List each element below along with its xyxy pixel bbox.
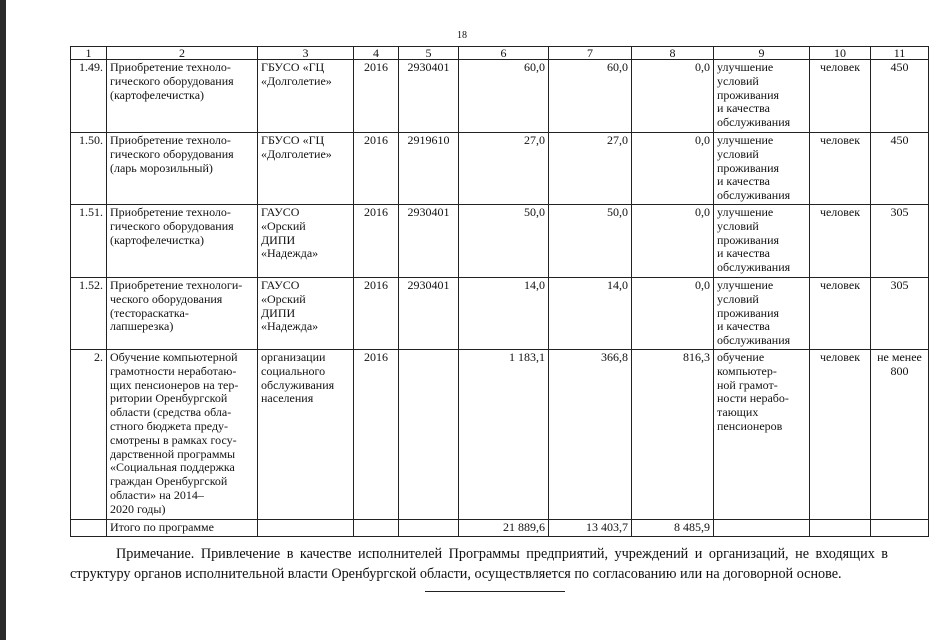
column-number-header: 7: [549, 47, 632, 60]
total-label: Итого по программе: [107, 519, 258, 536]
row-number: 1.50.: [71, 133, 107, 205]
row-number: 1.52.: [71, 277, 107, 349]
amount-total: 60,0: [459, 60, 549, 133]
column-number-header: 3: [258, 47, 354, 60]
event-name: Приобретение технологи- ческого оборудования (тестораскатка- лапшерезка): [107, 277, 258, 349]
empty-cell: [258, 519, 354, 536]
amount-column-8: 0,0: [632, 60, 714, 133]
executor: ГАУСО «Орский ДИПИ «Надежда»: [258, 204, 354, 277]
expected-result: улучшение условий проживания и качества обслуживания: [714, 277, 810, 349]
table-row: [71, 133, 929, 205]
year: 2016: [354, 277, 399, 349]
year: 2016: [354, 204, 399, 277]
code: 2930401: [399, 204, 459, 277]
column-number-header: 5: [399, 47, 459, 60]
event-name: Обучение компьютерной грамотности неработаю- щих пенсионеров на тер- ритории Оренбургской области (средства обла- стного бюджета преду- смотрены в рамках госу- дарственной программы «Социальная поддержка граждан Оренбургской области» на 2014– 2020 годы): [107, 349, 258, 519]
indicator-value: 305: [871, 277, 929, 349]
empty-cell: [354, 519, 399, 536]
row-number: 1.51.: [71, 204, 107, 277]
code: 2930401: [399, 60, 459, 133]
amount-total: 1 183,1: [459, 349, 549, 519]
expected-result: обучение компьютер- ной грамот- ности нерабо- тающих пенсионеров: [714, 349, 810, 519]
executor: ГБУСО «ГЦ «Долголетие»: [258, 60, 354, 133]
year: 2016: [354, 133, 399, 205]
expected-result: улучшение условий проживания и качества обслуживания: [714, 60, 810, 133]
code: 2930401: [399, 277, 459, 349]
measure-unit: человек: [810, 204, 871, 277]
total-column-7: 13 403,7: [549, 519, 632, 536]
amount-column-8: 816,3: [632, 349, 714, 519]
expected-result: улучшение условий проживания и качества обслуживания: [714, 204, 810, 277]
closing-rule: [425, 591, 565, 592]
empty-cell: [399, 519, 459, 536]
expected-result: улучшение условий проживания и качества обслуживания: [714, 133, 810, 205]
executor: организации социального обслуживания населения: [258, 349, 354, 519]
measure-unit: человек: [810, 277, 871, 349]
year: 2016: [354, 60, 399, 133]
total-column-8: 8 485,9: [632, 519, 714, 536]
row-number: 2.: [71, 349, 107, 519]
program-table: [70, 46, 929, 537]
table-row: [71, 204, 929, 277]
amount-column-7: 27,0: [549, 133, 632, 205]
indicator-value: 450: [871, 133, 929, 205]
amount-column-7: 60,0: [549, 60, 632, 133]
amount-column-7: 14,0: [549, 277, 632, 349]
column-number-header: 11: [871, 47, 929, 60]
table-row: [71, 60, 929, 133]
column-number-header: 9: [714, 47, 810, 60]
column-number-header: 10: [810, 47, 871, 60]
code: [399, 349, 459, 519]
table-header-row: [71, 47, 929, 60]
code: 2919610: [399, 133, 459, 205]
empty-cell: [71, 519, 107, 536]
table-row: [71, 349, 929, 519]
executor: ГАУСО «Орский ДИПИ «Надежда»: [258, 277, 354, 349]
amount-total: 14,0: [459, 277, 549, 349]
amount-column-7: 50,0: [549, 204, 632, 277]
column-number-header: 6: [459, 47, 549, 60]
amount-column-8: 0,0: [632, 204, 714, 277]
indicator-value: не менее 800: [871, 349, 929, 519]
empty-cell: [714, 519, 810, 536]
event-name: Приобретение техноло- гического оборудования (ларь морозильный): [107, 133, 258, 205]
amount-column-8: 0,0: [632, 133, 714, 205]
event-name: Приобретение техноло- гического оборудования (картофелечистка): [107, 204, 258, 277]
row-number: 1.49.: [71, 60, 107, 133]
column-number-header: 2: [107, 47, 258, 60]
year: 2016: [354, 349, 399, 519]
indicator-value: 305: [871, 204, 929, 277]
measure-unit: человек: [810, 60, 871, 133]
footnote: Примечание. Привлечение в качестве исполнителей Программы предприятий, учреждений и организаций, не входящих в структуру органов исполнительной власти Оренбургской области, осуществляется по согласованию или на договорной основе.: [70, 546, 888, 582]
page-number: 18: [457, 30, 467, 41]
amount-total: 27,0: [459, 133, 549, 205]
amount-column-8: 0,0: [632, 277, 714, 349]
total-row: [71, 519, 929, 536]
measure-unit: человек: [810, 349, 871, 519]
amount-column-7: 366,8: [549, 349, 632, 519]
column-number-header: 8: [632, 47, 714, 60]
event-name: Приобретение техноло- гического оборудования (картофелечистка): [107, 60, 258, 133]
executor: ГБУСО «ГЦ «Долголетие»: [258, 133, 354, 205]
empty-cell: [810, 519, 871, 536]
total-amount: 21 889,6: [459, 519, 549, 536]
measure-unit: человек: [810, 133, 871, 205]
amount-total: 50,0: [459, 204, 549, 277]
column-number-header: 4: [354, 47, 399, 60]
empty-cell: [871, 519, 929, 536]
indicator-value: 450: [871, 60, 929, 133]
table-row: [71, 277, 929, 349]
column-number-header: 1: [71, 47, 107, 60]
page-left-edge: [0, 0, 6, 640]
